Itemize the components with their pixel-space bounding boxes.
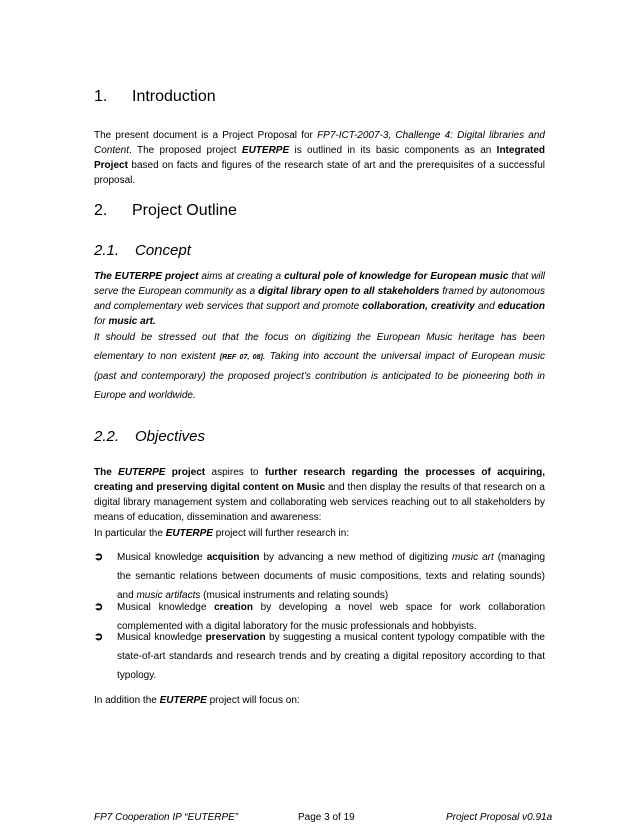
- obj-p2-project-name: EUTERPE: [165, 528, 213, 539]
- list-item-text: [117, 628, 545, 685]
- concept-p1-text-4: that will serve the European community as a: [94, 271, 546, 297]
- obj-p1-project: project: [165, 467, 206, 478]
- concept-p1-education: education: [497, 301, 545, 312]
- bullet-1-music-art: music art: [452, 552, 494, 563]
- bullet-2-text-1: Musical knowledge: [117, 602, 215, 613]
- footer-right: Project Proposal v0.91a: [446, 812, 553, 823]
- concept-p1-collaboration: collaboration, creativity: [362, 301, 475, 312]
- objectives-title: Objectives: [135, 428, 206, 445]
- concept-p1-text-10: for: [94, 316, 109, 327]
- introduction-paragraph: [94, 128, 545, 188]
- section-1-title: Introduction: [132, 88, 216, 105]
- concept-title: Concept: [135, 242, 191, 259]
- arrow-bullet-icon: ➲: [94, 551, 104, 563]
- concept-p1-project: The EUTERPE project: [94, 271, 199, 282]
- objectives-number: 2.2.: [94, 428, 120, 445]
- intro-integrated-project: Integrated Project: [94, 145, 546, 171]
- bullet-3-text-1: Musical knowledge: [117, 632, 206, 643]
- concept-p2-text-1: It should be stressed out that the focus on digitizing the European Music heritage has been elementary to non existent: [94, 332, 545, 362]
- list-item: [94, 628, 545, 685]
- concept-p1-text-2: aims at creating a: [198, 271, 285, 282]
- intro-call-name: FP7-ICT-2007-3, Challenge 4: Digital libraries and Content: [94, 130, 545, 156]
- list-item: [94, 548, 545, 605]
- obj-p1-the: The: [94, 467, 119, 478]
- concept-number: 2.1.: [94, 242, 120, 259]
- concept-heading: [94, 242, 191, 259]
- bullet-1-text-3: by advancing a new method of digitizing: [259, 552, 453, 563]
- bullet-1-text-1: Musical knowledge: [117, 552, 207, 563]
- concept-p1-text-8: and: [474, 301, 498, 312]
- bullet-2-text-3: by developing a novel web space for work collaboration complemented with a digital laboratory for the music professionals and hobbyists.: [117, 602, 546, 632]
- objectives-paragraph-2: [94, 526, 545, 541]
- obj-p1-text-6: and then display the results of that research on a digital library management system and collaborating web services reaching out to all stakeholders by means of education, dissemination and awareness:: [94, 482, 545, 523]
- section-2-title: Project Outline: [132, 202, 237, 219]
- intro-project-name: EUTERPE: [241, 145, 290, 156]
- bullet-3-preservation: preservation: [205, 632, 266, 643]
- obj-p3-text-3: project will focus on:: [206, 695, 300, 706]
- footer-left: FP7 Cooperation IP “EUTERPE”: [94, 812, 239, 823]
- obj-p1-project-name: EUTERPE: [118, 467, 166, 478]
- concept-p1-cultural-pole: cultural pole of knowledge for European music: [284, 271, 509, 282]
- intro-text-1: The present document is a Project Proposal for: [94, 130, 318, 141]
- obj-p1-text-4: aspires to: [205, 467, 265, 478]
- objectives-paragraph-3: [94, 693, 545, 708]
- concept-p1-digital-library: digital library open to all stakeholders: [258, 286, 440, 297]
- section-2-number: 2.: [94, 202, 108, 219]
- concept-p1-text-6: framed by autonomous and complementary web services that support and promote: [94, 286, 545, 312]
- obj-p2-text-3: project will further research in:: [212, 528, 350, 539]
- obj-p3-text-1: In addition the: [94, 695, 160, 706]
- obj-p1-research: further research regarding the processes of acquiring, creating and preserving digital content on Music: [94, 467, 545, 493]
- bullet-1-text-7: (musical instruments and relating sounds): [200, 590, 389, 601]
- arrow-bullet-icon: ➲: [94, 601, 104, 613]
- arrow-bullet-icon: ➲: [94, 631, 104, 643]
- bullet-1-text-5: (managing the semantic relations between documents of music compositions, texts and relating sounds) and: [117, 552, 546, 601]
- concept-paragraph-1: [94, 269, 545, 329]
- list-item-text: [117, 548, 545, 605]
- bullet-2-creation: creation: [214, 602, 253, 613]
- bullet-1-acquisition: acquisition: [206, 552, 260, 563]
- bullet-3-text-3: by suggesting a musical content typology compatible with the state-of-art standards and research trends and by creating a digital repository according to that typology.: [117, 632, 545, 681]
- bullet-1-music-artifacts: music artifacts: [136, 590, 201, 601]
- objectives-heading: [94, 428, 205, 445]
- section-1-heading: [94, 88, 216, 106]
- obj-p2-text-1: In particular the: [94, 528, 166, 539]
- concept-p2-text-2: . Taking into account the universal impact of European music (past and contemporary) the proposed project’s contribution is anticipated to be pioneering both in Europe and worldwide.: [94, 351, 545, 401]
- concept-p1-music-art: music art.: [108, 316, 156, 327]
- intro-text-7: based on facts and figures of the research state of art and the prerequisites of a successful proposal.: [94, 160, 545, 186]
- obj-p3-project-name: EUTERPE: [159, 695, 207, 706]
- concept-paragraph-2: [94, 328, 545, 405]
- concept-p2-reference: [REF 07, 08]: [219, 354, 263, 361]
- intro-text-3: . The proposed project: [129, 145, 242, 156]
- section-2-heading: [94, 202, 237, 220]
- footer-page-number: Page 3 of 19: [298, 812, 355, 823]
- intro-text-5: is outlined in its basic components as an: [289, 145, 497, 156]
- section-1-number: 1.: [94, 88, 108, 105]
- objectives-paragraph-1: [94, 465, 545, 525]
